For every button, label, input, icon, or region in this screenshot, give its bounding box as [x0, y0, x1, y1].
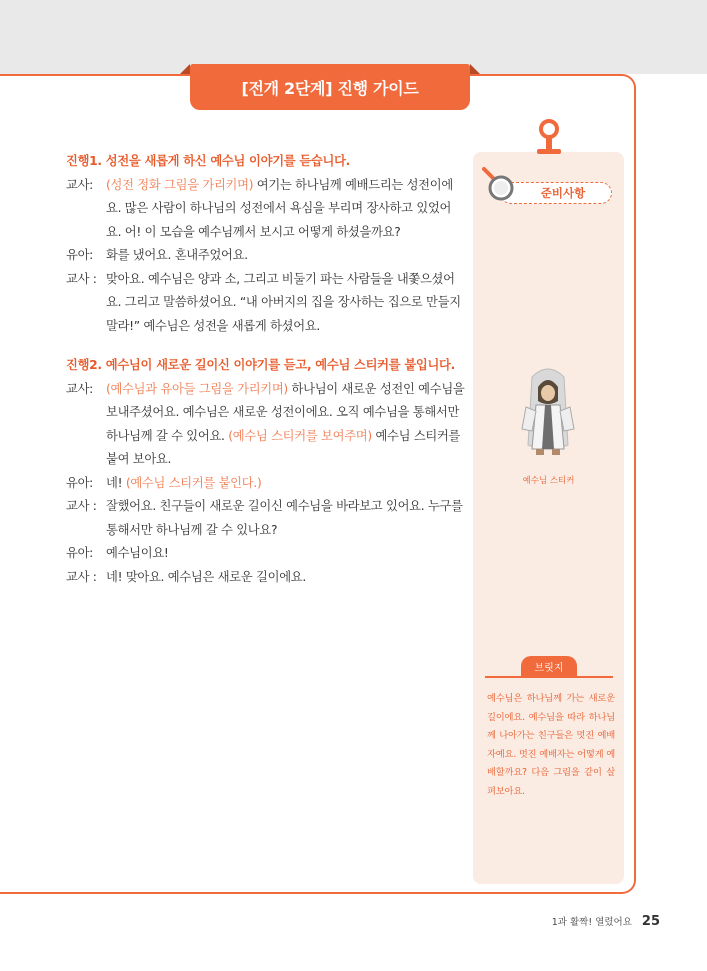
speech-body: 네! — [106, 475, 126, 490]
speaker-label: 유아: — [66, 248, 94, 262]
speech-body: 예수님 스티커를 붙여 보아요. — [106, 428, 461, 466]
bridge-divider — [485, 676, 613, 678]
top-band — [0, 0, 707, 74]
dialogue-line — [66, 495, 466, 542]
speech-body: 하나님이 새로운 성전인 예수님을 보내주셨어요. 예수님은 새로운 성전이에요. 오직 예수님을 통해서만 하나님께 갈 수 있어요. — [106, 381, 465, 443]
speaker-label: 교사: — [66, 177, 94, 192]
bridge-text: 예수님은 하나님께 가는 새로운 길이에요. 예수님을 따라 하나님께 나아가는 친구들은 멋진 예배자예요. 멋진 예배자는 어떻게 예배할까요? 다음 그림을 같이 살펴보아요. — [487, 693, 615, 797]
speech-text: 잘했어요. 친구들이 새로운 길이신 예수님을 바라보고 있어요. 누구를 통해서만 하나님께 갈 수 있나요? — [106, 499, 463, 537]
magnifier-icon — [480, 165, 520, 205]
speaker-label: 유아: — [66, 546, 94, 560]
speaker-label: 교사 : — [66, 499, 97, 513]
speech-body: 여기는 하나님께 예배드리는 성전이에요. 많은 사람이 하나님의 성전에서 욕심을 부리며 장사하고 있었어요. 어! 이 모습을 예수님께서 보시고 어떻게 하셨을까요? — [106, 177, 453, 239]
jesus-sticker-icon — [512, 365, 584, 465]
dialogue-line — [66, 542, 466, 566]
speech-text — [106, 472, 466, 496]
sticker-caption: 예수님 스티커 — [522, 476, 575, 486]
dialogue-line — [66, 378, 466, 472]
speaker-label: 교사 : — [66, 569, 97, 584]
prep-label-text: 준비사항 — [540, 186, 586, 200]
page-title — [190, 64, 470, 110]
dialogue-line — [66, 472, 466, 496]
speech-text — [106, 174, 466, 245]
speech-text: 예수님이요! — [106, 546, 169, 560]
page-title-text: [전개 2단계] 진행 가이드 — [241, 78, 419, 98]
speech-text: 화를 냈어요. 혼내주었어요. — [106, 248, 248, 262]
bridge-label-text: 브릿지 — [534, 662, 564, 674]
speech-text: 네! 맞아요. 예수님은 새로운 길이에요. — [106, 569, 306, 584]
chapter-title: 1과 활짝! 열렸어요 — [551, 917, 632, 928]
step1-heading: 진행1. 성전을 새롭게 하신 예수님 이야기를 듣습니다. — [66, 154, 351, 168]
speaker-label: 교사 : — [66, 271, 97, 286]
clip-icon — [534, 117, 564, 167]
page-footer — [520, 914, 660, 929]
stage-cue: (예수님 스티커를 보여주며) — [228, 428, 372, 443]
speaker-label: 유아: — [66, 475, 94, 490]
dialogue-line — [66, 244, 466, 268]
step2-heading: 진행2. 예수님이 새로운 길이신 이야기를 듣고, 예수님 스티커를 붙입니다. — [66, 358, 456, 372]
bridge-label — [521, 656, 577, 676]
speech-text — [106, 378, 466, 472]
dialogue-line — [66, 268, 466, 339]
stage-cue: (예수님과 유아들 그림을 가리키며) — [106, 381, 288, 396]
stage-cue: (예수님 스티커를 붙인다.) — [125, 475, 262, 490]
speech-text: 맞아요. 예수님은 양과 소, 그리고 비둘기 파는 사람들을 내쫓으셨어요. 그리고 말씀하셨어요. “내 아버지의 집을 장사하는 집으로 만들지 말라!” 예수님은 성전을 새롭게 하셨어요. — [106, 271, 461, 333]
dialogue-line — [66, 566, 466, 590]
main-content — [66, 150, 466, 589]
stage-cue: (성전 정화 그림을 가리키며) — [106, 177, 254, 192]
page-number: 25 — [641, 914, 660, 929]
dialogue-line — [66, 174, 466, 245]
speaker-label: 교사: — [66, 381, 94, 396]
